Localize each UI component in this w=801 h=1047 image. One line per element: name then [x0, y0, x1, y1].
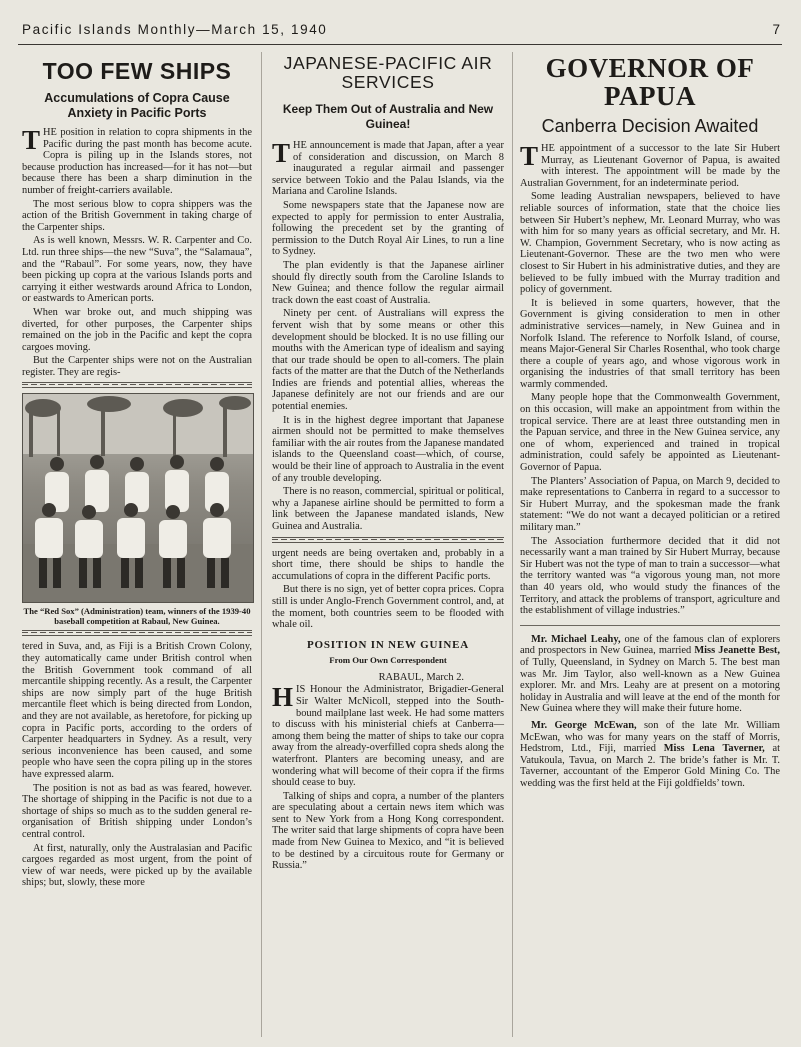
- header-rule: [18, 44, 782, 45]
- article-paragraph: The plan evidently is that the Japanese airliner should fly directly south from the Caroline Islands to New Guinea; and thence follow the regular airmail track down the east coast of Australia.: [272, 259, 504, 306]
- section-byline: From Our Own Correspondent: [329, 654, 447, 665]
- column-divider: [512, 52, 513, 1037]
- article-paragraph: urgent needs are being overtaken and, probably in a short time, there should be ships to handle the accumulations of copra in the different Pacific ports.: [272, 547, 504, 582]
- article-paragraph: It is in the highest degree important that Japanese airmen should not be permitted to make themselves familiar with the air routes from the Japanese mandated islands to the Queensland coast—which, of course, would be their line of approach to Australia in the event of any trouble developing.: [272, 414, 504, 484]
- article-subtitle: Accumulations of Copra Cause Anxiety in Pacific Ports: [44, 91, 230, 120]
- article-title: GOVERNOR OF PAPUA: [545, 53, 755, 111]
- article-paragraph: The Planters’ Association of Papua, on March 9, decided to make representations to Canberra in regard to a successor to Sir Hubert Murray, and the spokesman made the frank statement: “We do not want a decayed politician or a retired military man.”: [520, 475, 780, 533]
- person-name: Miss Lena Taverner,: [663, 743, 765, 755]
- article-paragraph: HIS Honour the Administrator, Brigadier-General Sir Walter McNicoll, stepped into the South-bound mailplane last week. He had some matters to discuss with his ministerial chiefs at Canberra—among them being the matter of ships to take our copra away from the already-overfilled copra sheds along the waterfront. Planters are becoming uneasy, and are wondering what will become of their copra if the firms should cease to buy.: [272, 682, 504, 789]
- person-name: Mr. Michael Leahy,: [531, 633, 621, 645]
- article-subtitle: Canberra Decision Awaited: [541, 116, 759, 136]
- social-note: Mr. George McEwan, son of the late Mr. William McEwan, who was for many years on the staff of Morris, Hedstrom, Ltd., Fiji, married Miss Lena Taverner, at Vatukoula, Tavua, on March 2. The bride’s father is Mr. T. Taverner, accountant of the Emperor Gold Mining Co. The wedding was the first held at the Fiji goldfields’ town.: [520, 719, 781, 789]
- column-divider: [261, 52, 262, 1037]
- article-paragraph: But the Carpenter ships were not on the Australian register. They are regis-: [22, 355, 252, 378]
- article-paragraph: Talking of ships and copra, a number of the planters are speculating about a certain news item which was sent to New York from a Hong Kong correspondent. The writer said that large shipments of copra have been made from New Guinea to Mexico, and “it is believed to be destined by a circuitous route for Germany or Russia.”: [272, 790, 504, 872]
- article-paragraph: As is well known, Messrs. W. R. Carpenter and Co. Ltd. run three ships—the new “Suva”, the “Salamaua”, and the “Rabaul”. For some years, now, they have been picking up copra at the various Islands ports and carrying it either westwards around Africa to London, or eastwards to American ports.: [22, 235, 252, 305]
- article-paragraph: The position is not as bad as was feared, however. The shortage of shipping in the Pacific is not due to a shortage of ships so much as to the sudden general re-organisation of British shipping under London’s central control.: [22, 782, 252, 840]
- section-separator: [520, 625, 780, 626]
- article-paragraph: When war broke out, and much shipping was diverted, for other purposes, the Carpenter ships remained on the job in the Pacific and kept the copra cargoes moving.: [22, 306, 252, 353]
- decorative-rule: [22, 630, 252, 636]
- article-title: JAPANESE-PACIFIC AIR SERVICES: [283, 53, 493, 92]
- article-paragraph: There is no reason, commercial, spiritual or political, why a Japanese airline should be permitted to form a link between the Japanese mandated islands, New Guinea and Australia.: [272, 486, 504, 532]
- photo-caption: The “Red Sox” (Administration) team, winners of the 1939-40 baseball competition at Rabaul, New Guinea.: [23, 606, 251, 627]
- article-paragraph: Ninety per cent. of Australians will express the fervent wish that by some means or other this development should be blocked. It is no use filling our mouths with the American type of idealism and saying that our trade should be open to all-comers. The plain facts of the matter are that the Dutch of the Netherlands Indies are friends and potential allies, whereas the Japanese definitely are not our friends and are our potential enemies.: [272, 308, 504, 413]
- drop-cap: H: [272, 682, 294, 713]
- article-paragraph: Some leading Australian newspapers, believed to have reliable sources of information, state that the choice lies between Sir Hubert’s nephew, Mr. Leonard Murray, who was with him for so many years as official secretary, and Mr. H. W. Champion, Government Secretary, who is now acting as Lieutenant-Governor. These are the two men who were closest to Sir Hubert in his administrative duties, and they are believed to be fully imbued with the Murray tradition and policy of government.: [520, 191, 780, 296]
- article-title: TOO FEW SHIPS: [42, 58, 232, 84]
- article-governor-of-papua: [520, 50, 780, 791]
- drop-cap: T: [272, 138, 291, 168]
- social-note: Mr. Michael Leahy, one of the famous clan of explorers and prospectors in New Guinea, married Miss Jeanette Best, of Tully, Queensland, in Sydney on March 5. The best man was Mr. Jim Taylor, also well-known as a New Guinea explorer. Mr. and Mrs. Leahy are at present on a motoring holiday in Australia and will leave at the end of the month for New Guinea where they will make their future home.: [520, 633, 780, 715]
- article-paragraph: It is believed in some quarters, however, that the Government is giving consideration to men in other administrative services—namely, in New Guinea and in Norfolk Island. The reference to Norfolk Island, of course, means Major-General Sir Charles Rosenthal, who took charge there a couple of years ago, and whose vigorous work in organising the industries of that small territory has been warmly commended.: [520, 297, 780, 390]
- article-paragraph: The most serious blow to copra shippers was the action of the British Government in taking charge of the Carpenter ships.: [22, 198, 252, 233]
- decorative-rule: [22, 382, 252, 388]
- person-name: Miss Jeanette Best,: [694, 645, 780, 657]
- article-paragraph: THE appointment of a successor to the late Sir Hubert Murray, as Lieutenant Governor of Papua, is awaited with interest. The appointment will be made by the Australian Government, for an indeterminate period.: [520, 141, 780, 189]
- team-photo: [22, 393, 254, 603]
- article-paragraph: The Association furthermore decided that it did not necessarily want a man trained by Sir Hubert Murray, because Sir Hubert was not the type of man to train a successor—what the territory wanted was “a vigorous young man, not more than 40 years old, who would study the finances of the Territory, and attack the problems of transport, agriculture and the establishment of village industries.”: [520, 535, 780, 617]
- article-too-few-ships: [22, 50, 252, 891]
- decorative-rule: [272, 537, 504, 543]
- article-paragraph: At first, naturally, only the Australasian and Pacific cargoes regarded as most urgent, from the point of view of war needs, were picked up by the available ships; but, slowly, these more: [22, 842, 252, 889]
- running-header: [22, 22, 780, 42]
- running-title: Pacific Islands Monthly—March 15, 1940: [22, 22, 328, 37]
- article-paragraph: Many people hope that the Commonwealth Government, on this occasion, will make an appointment from within the tropical service. There are at least three outstanding men in the Papuan service, and three in the New Guinea service, any one of whom, experienced and trained in tropical administration, could safely be appointed as Lieutenant-Governor of Papua.: [520, 392, 780, 474]
- page-number: 7: [772, 22, 780, 37]
- article-japanese-air-services: [272, 50, 504, 874]
- article-paragraph: tered in Suva, and, as Fiji is a British Crown Colony, they automatically came under British control when the British Government took command of all mercantile shipping recently. As a result, the Carpenter ships are now simply part of the huge British mercantile fleet which is being directed from London, and they are not available, as heretofore, for picking up copra in Pacific ports, according to the orders of Carpenter headquarters in Sydney. As a result, very serious inconvenience has been caused, and some people who have seen the copra piling up in the stores have expressed alarm.: [22, 641, 252, 780]
- person-name: Mr. George McEwan,: [531, 719, 637, 731]
- drop-cap: T: [520, 141, 539, 171]
- article-paragraph: THE announcement is made that Japan, after a year of consideration and discussion, on March 8 inaugurated a regular airmail and passenger service between Tokio and the Palau Islands, via the Mariana and Caroline Islands.: [272, 138, 504, 198]
- article-paragraph: But there is no sign, yet of better copra prices. Copra still is under Anglo-French Government control, and, at the moment, both countries seem to be flooded with whale oil.: [272, 584, 504, 631]
- article-paragraph: THE position in relation to copra shipments in the Pacific during the past month has become acute. Copra is piling up in the Islands stores, not because production has increased—for it has not—but because there has been a sharp diminution in the number of freight-carriers available.: [22, 125, 252, 196]
- section-title: POSITION IN NEW GUINEA: [307, 638, 469, 651]
- drop-cap: T: [22, 125, 41, 155]
- article-subtitle: Keep Them Out of Australia and New Guinea!: [282, 102, 494, 131]
- dateline: RABAUL, March 2.: [378, 671, 464, 683]
- article-paragraph: Some newspapers state that the Japanese now are expected to apply for permission to enter Australia, following the precedent set by the granting of permission to the Dutch Royal Air Lines, to run a line to Sydney.: [272, 199, 504, 258]
